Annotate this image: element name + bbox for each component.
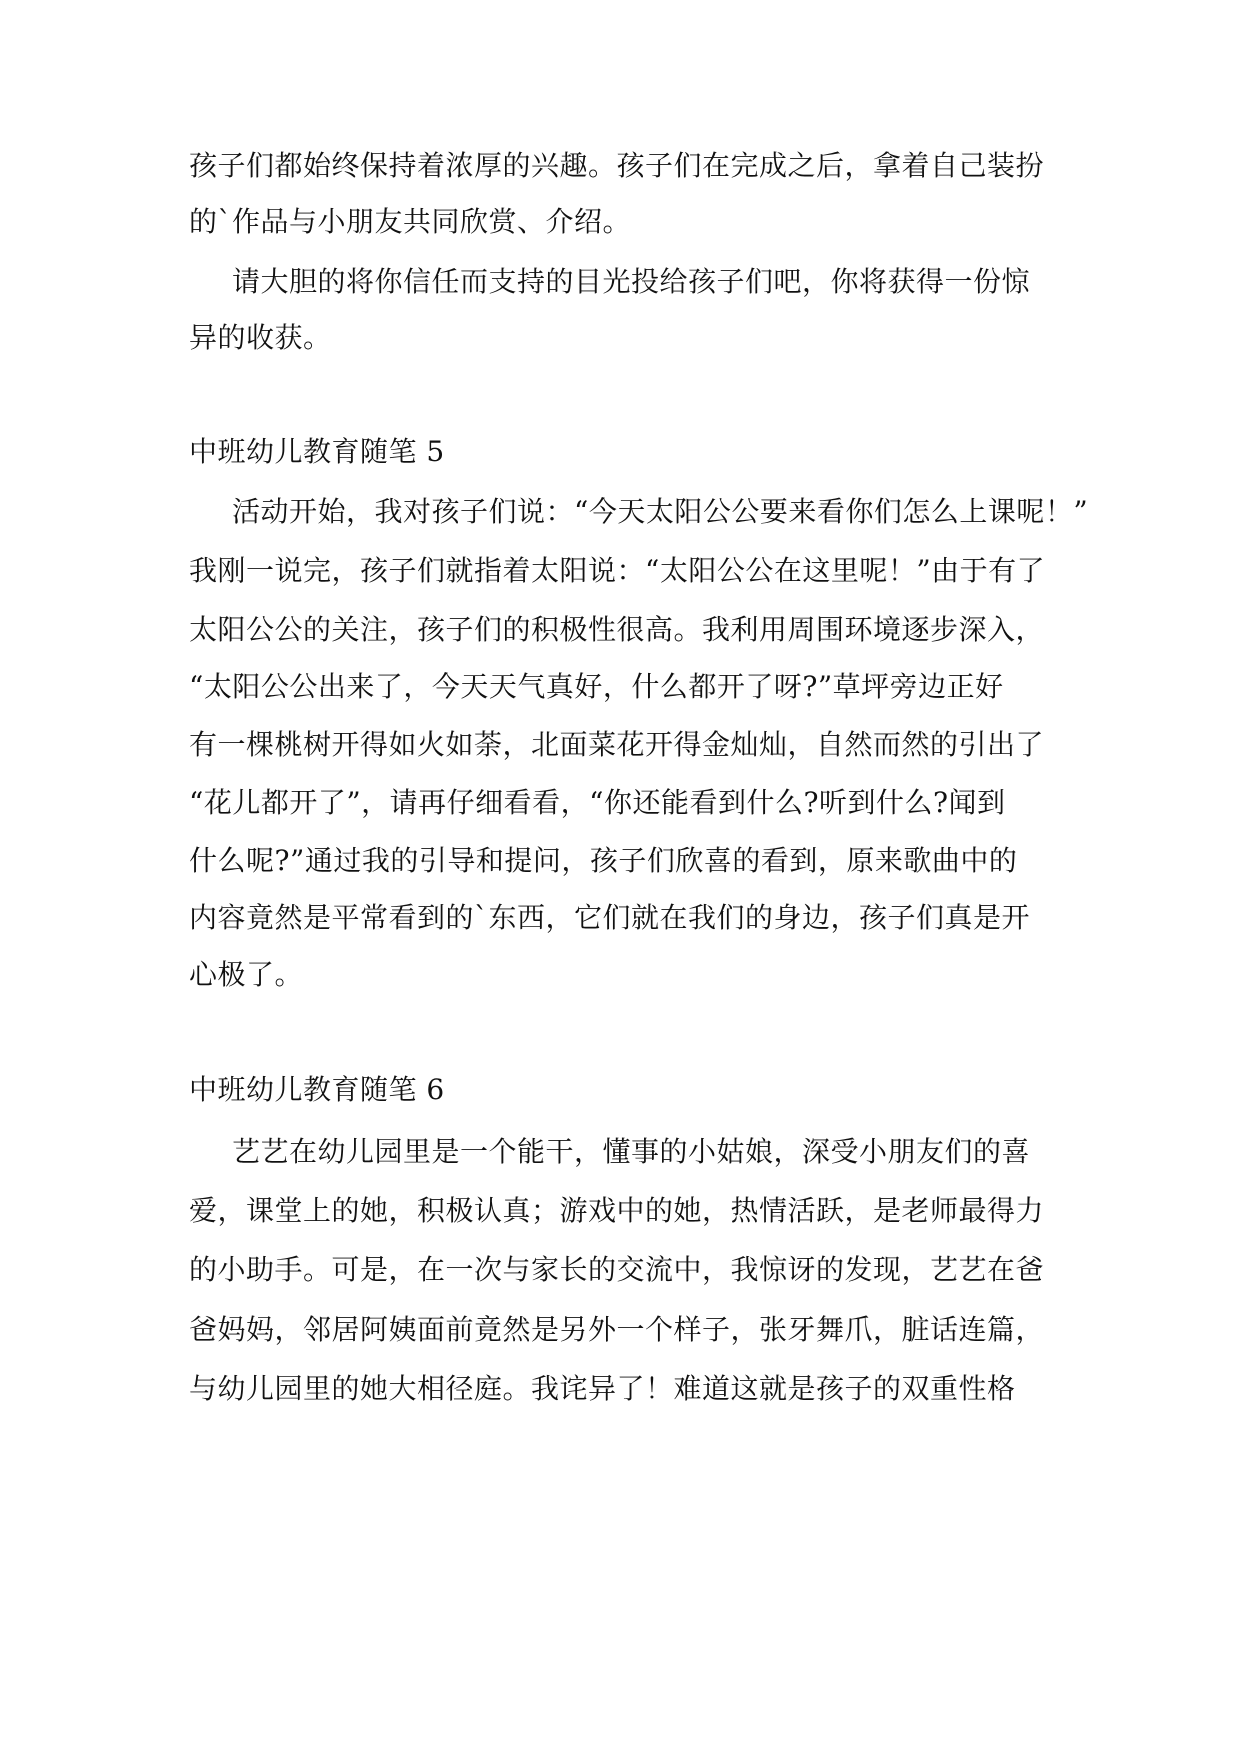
- paragraph-line: 的`作品与小朋友共同欣赏、介绍。: [189, 205, 632, 238]
- paragraph-line: 异的收获。: [189, 321, 332, 354]
- paragraph-line: 我刚一说完，孩子们就指着太阳说：“太阳公公在这里呢！”由于有了: [189, 554, 1046, 587]
- section-heading: 中班幼儿教育随笔 6: [189, 1073, 445, 1106]
- paragraph-line: 孩子们都始终保持着浓厚的兴趣。孩子们在完成之后，拿着自己装扮: [189, 149, 1045, 182]
- paragraph-line: “太阳公公出来了，今天天气真好，什么都开了呀?”草坪旁边正好: [189, 670, 1004, 703]
- paragraph-line: 有一棵桃树开得如火如荼，北面菜花开得金灿灿，自然而然的引出了: [189, 728, 1045, 761]
- paragraph-line: 太阳公公的关注，孩子们的积极性很高。我利用周围环境逐步深入，: [189, 613, 1045, 646]
- paragraph-line: 爸妈妈，邻居阿姨面前竟然是另外一个样子，张牙舞爪，脏话连篇，: [189, 1313, 1045, 1346]
- paragraph-line: 的小助手。可是，在一次与家长的交流中，我惊讶的发现，艺艺在爸: [189, 1253, 1045, 1286]
- paragraph-line: 内容竟然是平常看到的`东西，它们就在我们的身边，孩子们真是开: [189, 901, 1031, 934]
- paragraph-line: 什么呢?”通过我的引导和提问，孩子们欣喜的看到，原来歌曲中的: [189, 844, 1018, 877]
- section-heading: 中班幼儿教育随笔 5: [189, 435, 445, 468]
- paragraph-line: 艺艺在幼儿园里是一个能干，懂事的小姑娘，深受小朋友们的喜: [232, 1135, 1031, 1168]
- paragraph-line: “花儿都开了”，请再仔细看看，“你还能看到什么?听到什么?闻到: [189, 786, 1006, 819]
- paragraph-line: 心极了。: [189, 958, 304, 991]
- paragraph-line: 爱，课堂上的她，积极认真；游戏中的她，热情活跃，是老师最得力: [189, 1194, 1045, 1227]
- paragraph-line: 活动开始，我对孩子们说：“今天太阳公公要来看你们怎么上课呢！”: [232, 495, 1089, 528]
- paragraph-line: 与幼儿园里的她大相径庭。我诧异了！难道这就是孩子的双重性格: [189, 1372, 1016, 1405]
- paragraph-line: 请大胆的将你信任而支持的目光投给孩子们吧，你将获得一份惊: [232, 265, 1031, 298]
